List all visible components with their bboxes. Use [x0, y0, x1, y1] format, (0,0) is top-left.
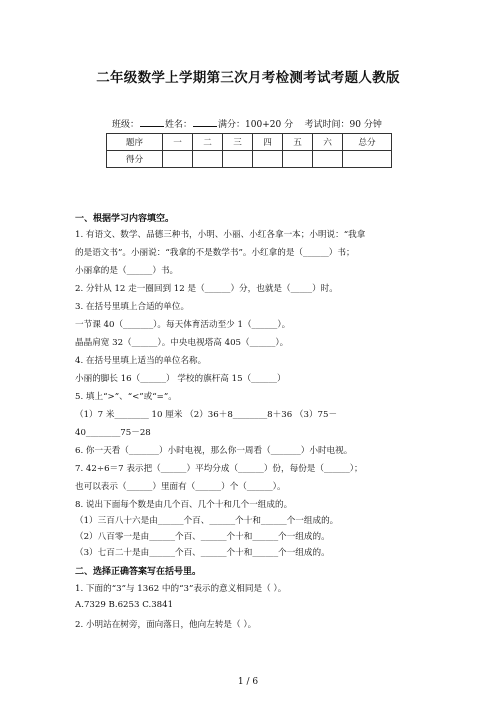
- question-line: 8. 说出下面每个数是由几个百、几个十和几个一组成的。: [75, 500, 293, 510]
- question-line: 一节课 40（_______）。每天体育活动至少 1（______）。: [75, 320, 291, 330]
- question-line: 40________75－28: [75, 428, 151, 438]
- exam-time: 考试时间：90 分钟: [304, 120, 382, 130]
- score-cell[interactable]: [223, 151, 253, 168]
- section-heading-1: 一、根据学习内容填空。: [75, 214, 175, 224]
- question-line: 1. 有语文、数学、品德三种书，小明、小丽、小红各拿一本；小明说：“我拿: [75, 230, 366, 240]
- question-line: 3. 在括号里填上合适的单位。: [75, 302, 190, 312]
- header-cell: 总分: [343, 134, 392, 151]
- question-line: 7. 42÷6＝7 表示把（______）平均分成（______）份，每份是（______）；: [75, 464, 363, 474]
- score-cell[interactable]: [313, 151, 343, 168]
- question-line: 晶晶肩宽 32（______）。中央电视塔高 405（______）。: [75, 338, 289, 348]
- exam-info: [112, 117, 382, 130]
- question-line: A.7329 B.6253 C.3841: [75, 600, 174, 610]
- question-line: 2. 小明站在树旁，面向落日，他向左转是（ ）。: [75, 620, 257, 630]
- page-title: 二年级数学上学期第三次月考检测考试考题人教版: [96, 70, 400, 86]
- header-cell: 三: [223, 134, 253, 151]
- score-cell[interactable]: [253, 151, 283, 168]
- header-cell: 六: [313, 134, 343, 151]
- question-line: （1）三百八十六是由______个百、______个十和______个一组成的。: [75, 516, 339, 526]
- question-line: 的是语文书”。小丽说：“我拿的不是数学书”。小红拿的是（______）书；: [75, 248, 355, 258]
- question-line: （1）7 米________ 10 厘米 （2）36＋8________8＋36 （3）75－: [75, 410, 338, 420]
- header-cell: 题序: [107, 134, 163, 151]
- name-label: 姓名：: [165, 120, 193, 130]
- question-line: （3）七百二十是由______个百、______个十和______个一组成的。: [75, 548, 330, 558]
- score-cell[interactable]: [193, 151, 223, 168]
- score-table-score-row: [107, 151, 392, 168]
- header-cell: 一: [163, 134, 193, 151]
- question-line: 2. 分针从 12 走一圈回到 12 是（______）分，也就是（_____）时。: [75, 284, 338, 294]
- score-cell[interactable]: [343, 151, 392, 168]
- full-score: 满分：100+20 分: [218, 120, 294, 130]
- name-blank: [193, 117, 217, 127]
- header-cell: 四: [253, 134, 283, 151]
- question-line: 小丽的脚长 16（______） 学校的旗杆高 15（______）: [75, 374, 286, 384]
- question-line: 也可以表示（______）里面有（______）个（______）。: [75, 482, 286, 492]
- class-label: 班级：: [112, 120, 140, 130]
- section-heading-2: 二、选择正确答案写在括号里。: [75, 567, 202, 577]
- question-line: 1. 下面的“3”与 1362 中的“3”表示的意义相同是（ ）。: [75, 584, 287, 594]
- score-cell[interactable]: [163, 151, 193, 168]
- question-line: 6. 你一天看（_______）小时电视，那么你一周看（_______）小时电视。: [75, 446, 353, 456]
- header-cell: 二: [193, 134, 223, 151]
- page-number: 1 / 6: [237, 677, 259, 687]
- score-row-label: 得分: [107, 151, 163, 168]
- question-line: 4. 在括号里填上适当的单位名称。: [75, 356, 207, 366]
- header-cell: 五: [283, 134, 313, 151]
- question-line: 小丽拿的是（______）书。: [75, 266, 179, 276]
- score-cell[interactable]: [283, 151, 313, 168]
- score-table: [106, 133, 392, 168]
- question-line: 5. 填上“>”、“<”或“=”。: [75, 392, 177, 402]
- question-line: （2）八百零一是由______个百、______个十和______个一组成的。: [75, 532, 330, 542]
- class-blank: [140, 117, 164, 127]
- score-table-header-row: [107, 134, 392, 151]
